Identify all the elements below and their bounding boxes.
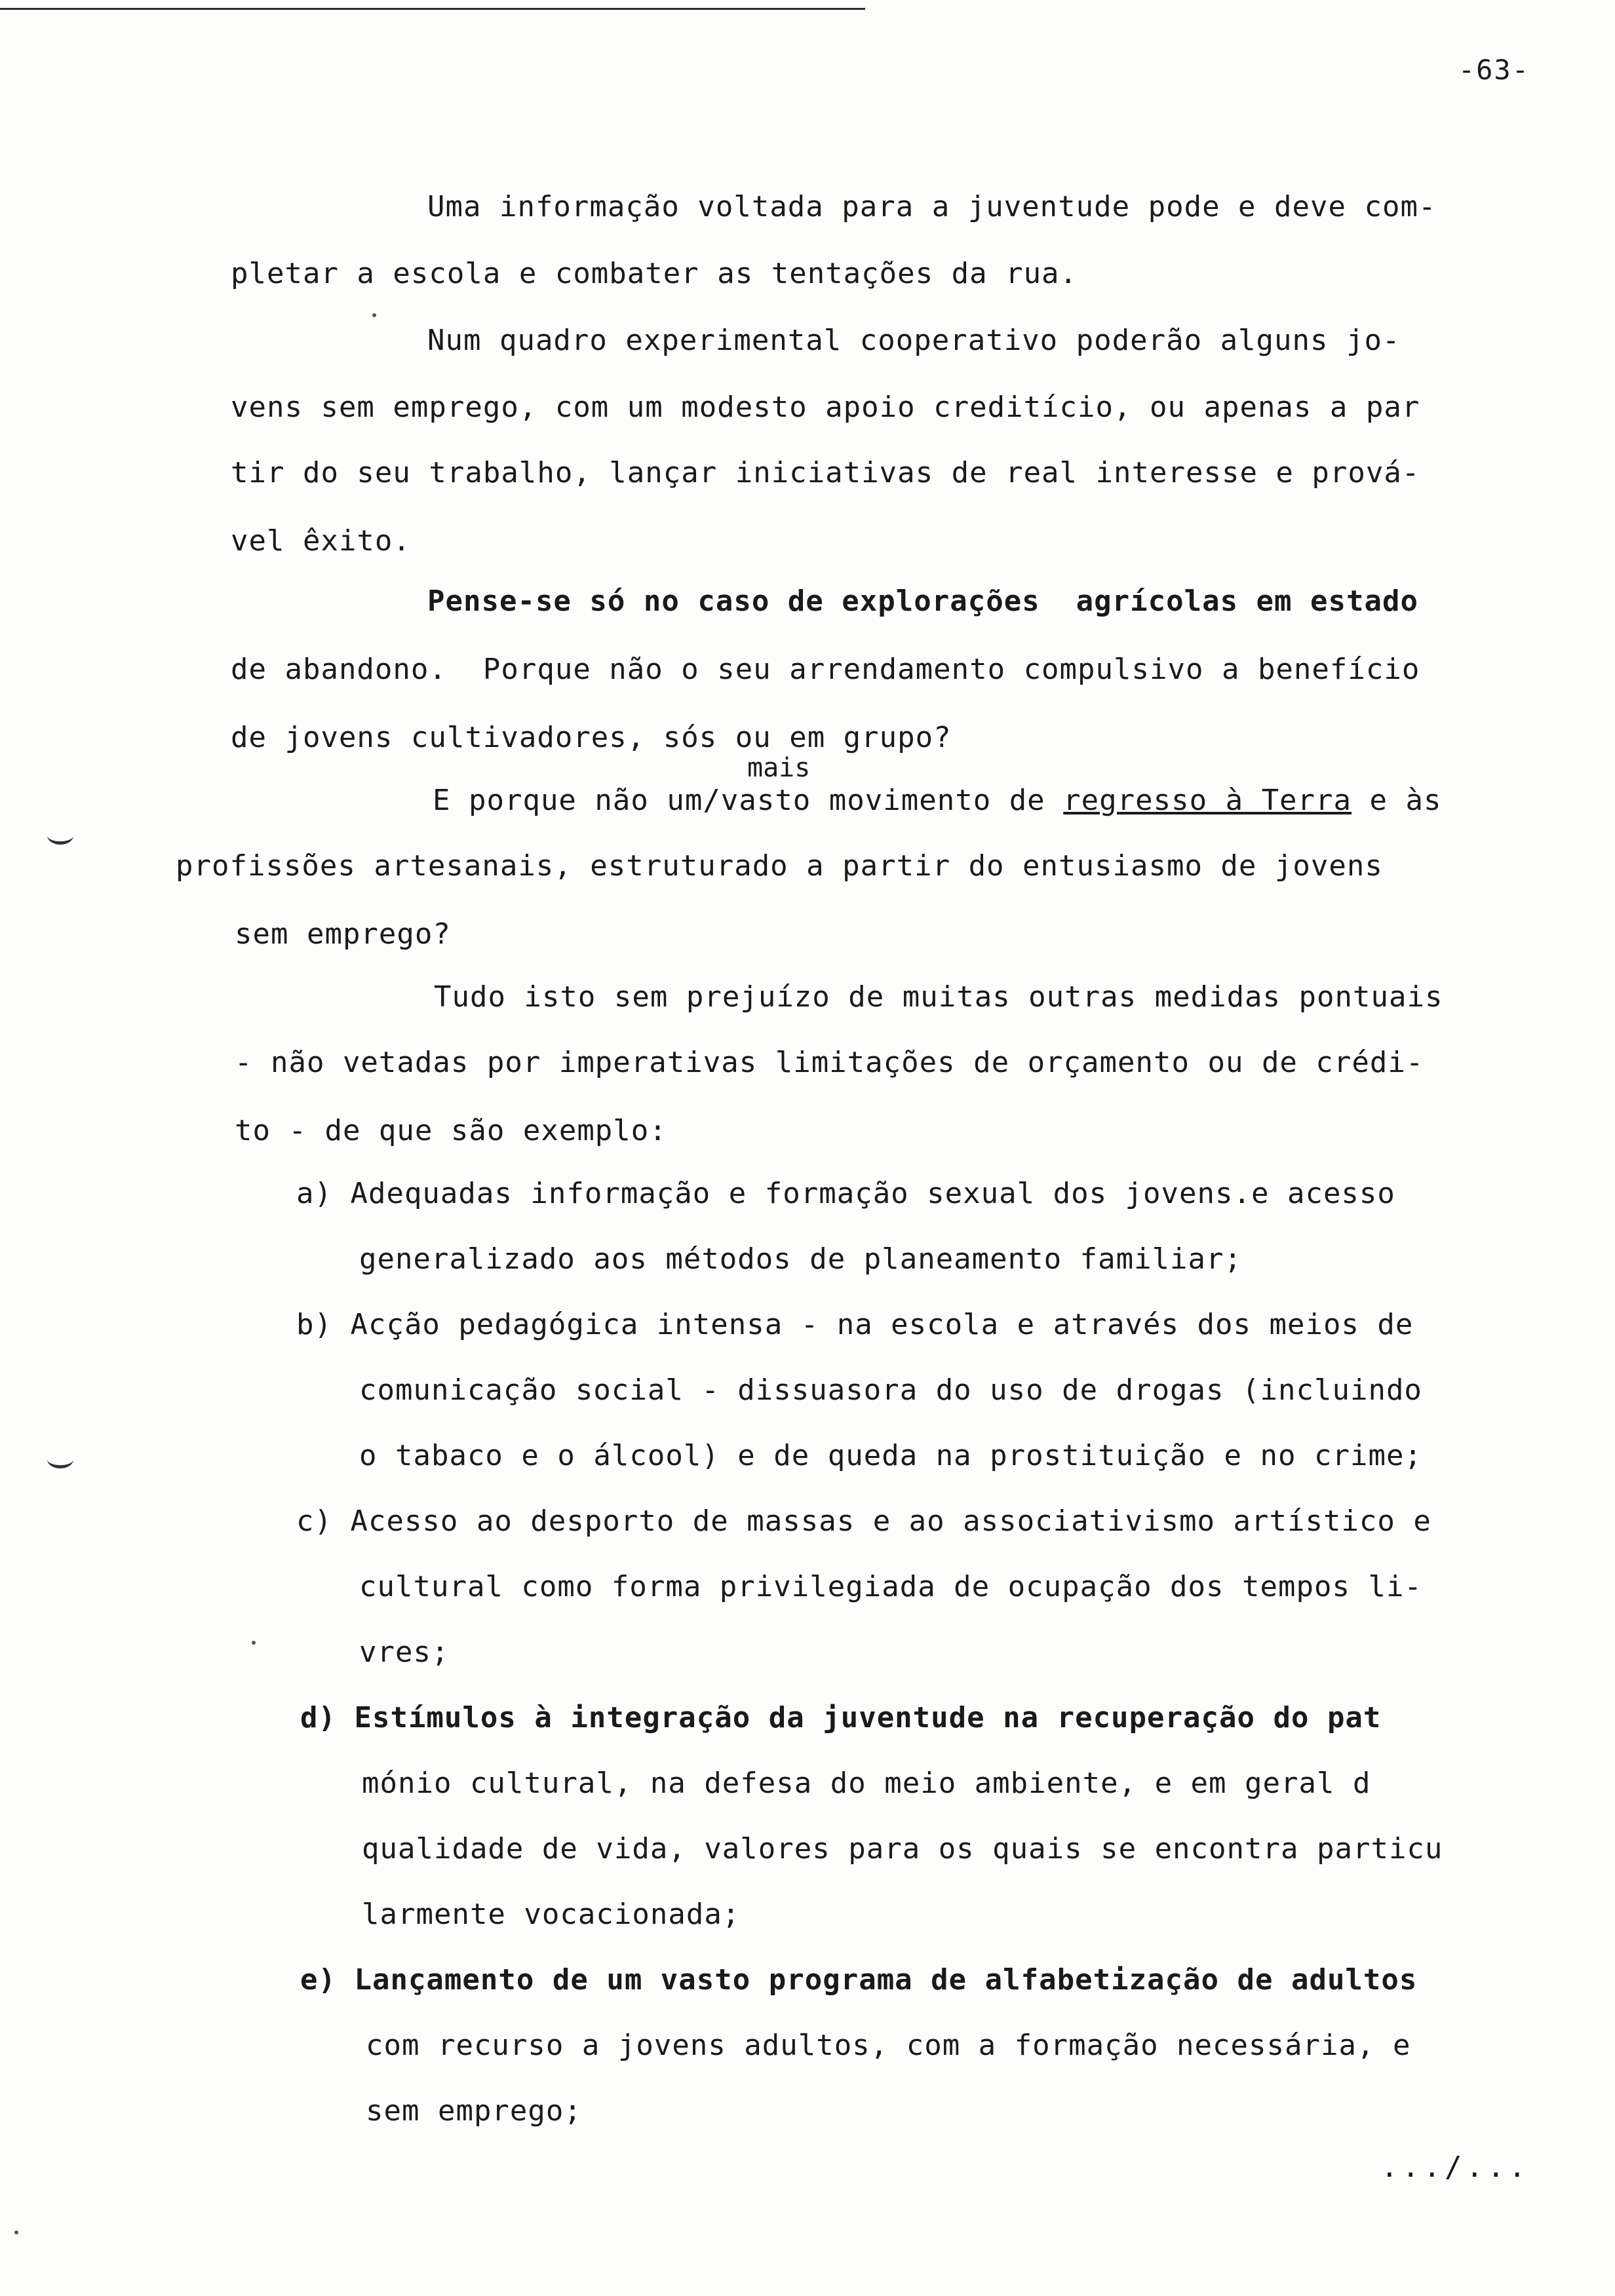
text-line: vel êxito. xyxy=(231,524,411,558)
text-line-bold: Pense-se só no caso de explorações agrícolas em estado xyxy=(427,584,1418,618)
margin-mark xyxy=(47,1451,73,1468)
underlined-phrase: regresso à Terra xyxy=(1063,784,1352,817)
list-item-d-cont: qualidade de vida, valores para os quais se encontra particu xyxy=(362,1832,1443,1866)
text-line: vens sem emprego, com um modesto apoio creditício, ou apenas a par xyxy=(231,391,1420,424)
text-line: - não vetadas por imperativas limitações de orçamento ou de crédi- xyxy=(235,1046,1424,1079)
margin-mark xyxy=(47,827,73,845)
list-item-b-cont: comunicação social - dissuasora do uso de drogas (incluindo xyxy=(359,1373,1422,1407)
text-line: Num quadro experimental cooperativo poderão alguns jo- xyxy=(427,324,1401,357)
list-item-d: d) Estímulos à integração da juventude na recuperação do pat xyxy=(300,1701,1382,1734)
top-rule xyxy=(0,8,865,10)
list-item-b-cont: o tabaco e o álcool) e de queda na prostituição e no crime; xyxy=(359,1439,1422,1472)
text-segment: E porque não um/vasto movimento de xyxy=(433,784,1064,817)
list-item-c-cont: cultural como forma privilegiada de ocupação dos tempos li- xyxy=(359,1570,1422,1603)
list-item-b: b) Acção pedagógica intensa - na escola e através dos meios de xyxy=(296,1308,1414,1341)
list-item-a-cont: generalizado aos métodos de planeamento familiar; xyxy=(359,1242,1243,1276)
speck xyxy=(14,2230,18,2234)
list-item-a: a) Adequadas informação e formação sexual dos jovens.e acesso xyxy=(296,1177,1395,1210)
text-segment: e às xyxy=(1352,784,1442,817)
handwritten-insert: mais xyxy=(747,753,811,783)
list-item-e: e) Lançamento de um vasto programa de alfabetização de adultos xyxy=(300,1963,1418,1997)
list-item-d-cont: larmente vocacionada; xyxy=(362,1898,741,1931)
continuation-mark: .../... xyxy=(1380,2151,1530,2184)
text-line: Uma informação voltada para a juventude pode e deve com- xyxy=(427,190,1437,223)
text-line xyxy=(433,784,1441,818)
page-number: -63- xyxy=(1458,54,1530,86)
text-line: de abandono. Porque não o seu arrendamento compulsivo a benefício xyxy=(231,653,1420,686)
speck xyxy=(252,1641,256,1645)
text-line: to - de que são exemplo: xyxy=(235,1114,667,1147)
text-line: Tudo isto sem prejuízo de muitas outras medidas pontuais xyxy=(434,980,1443,1014)
text-line: tir do seu trabalho, lançar iniciativas de real interesse e prová- xyxy=(231,456,1420,489)
list-item-e-cont: sem emprego; xyxy=(366,2094,582,2128)
list-item-e-cont: com recurso a jovens adultos, com a formação necessária, e xyxy=(366,2029,1411,2062)
list-item-c: c) Acesso ao desporto de massas e ao associativismo artístico e xyxy=(296,1504,1431,1538)
speck xyxy=(372,313,376,317)
text-line: pletar a escola e combater as tentações da rua. xyxy=(231,257,1078,290)
list-item-c-cont: vres; xyxy=(359,1636,450,1669)
text-line: sem emprego? xyxy=(235,917,451,951)
list-item-d-cont: mónio cultural, na defesa do meio ambiente, e em geral d xyxy=(362,1767,1371,1800)
text-line: de jovens cultivadores, sós ou em grupo? xyxy=(231,721,952,754)
text-line: profissões artesanais, estruturado a partir do entusiasmo de jovens xyxy=(176,849,1383,883)
